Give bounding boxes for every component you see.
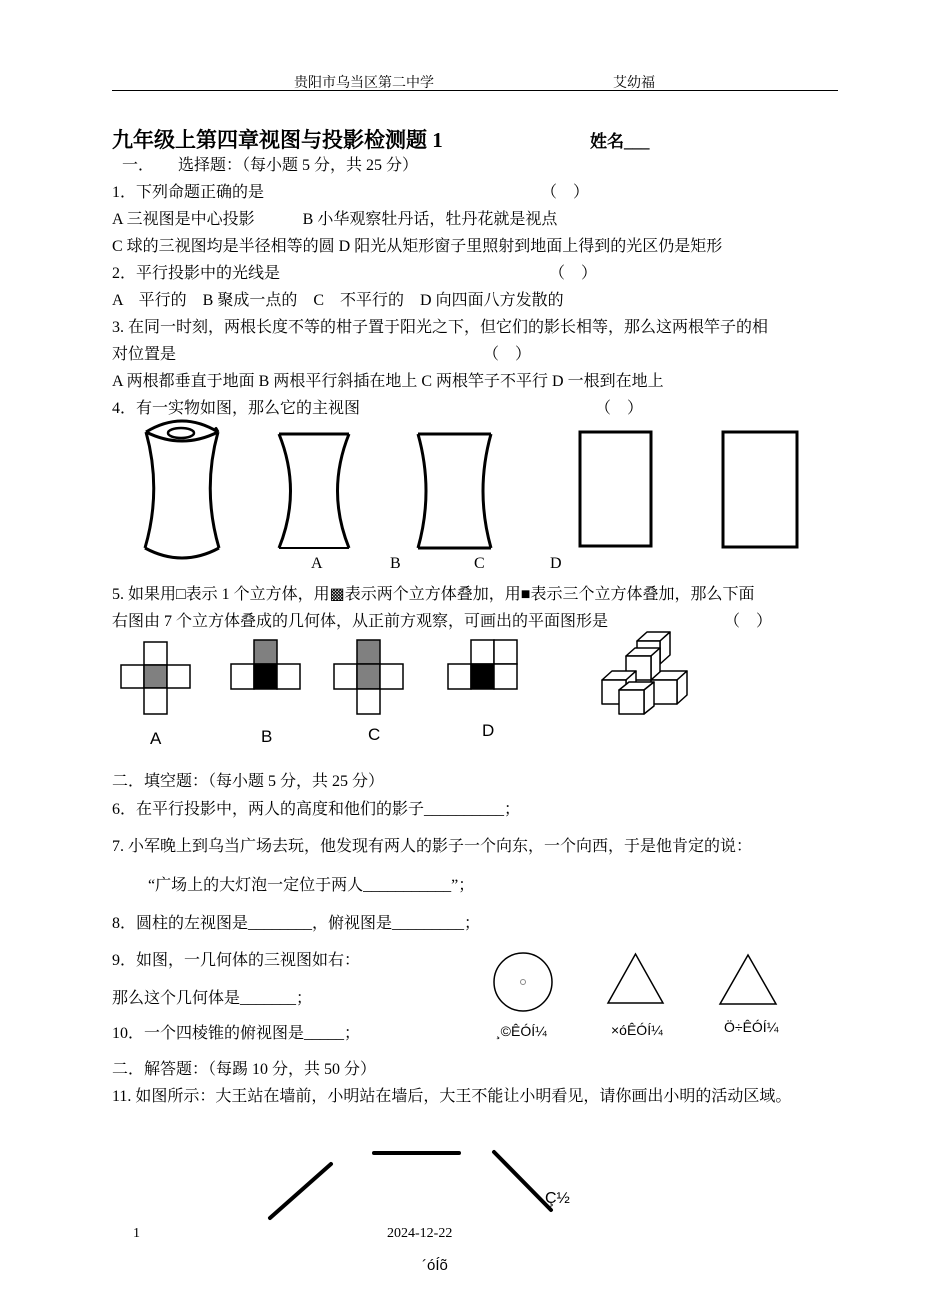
q3-stem-line2: 对位置是 xyxy=(112,346,177,363)
footer-page-number: 1 xyxy=(133,1226,140,1241)
q5-stem-line2: 右图由 7 个立方体叠成的几何体，从正前方观察，可画出的平面图形是 xyxy=(112,613,609,630)
page-title: 九年级上第四章视图与投影检测题 1 xyxy=(112,128,443,152)
section-2-heading: 二．填空题：（每小题 5 分，共 25 分） xyxy=(112,773,385,790)
q11-person-label: ´óÍõ xyxy=(422,1257,448,1274)
q2-answer-bracket: （ ） xyxy=(549,265,598,282)
q6-text: 6．在平行投影中，两人的高度和他们的影子__________； xyxy=(112,801,521,818)
q5-label-a: A xyxy=(150,729,162,748)
q1-options-ab: A 三视图是中心投影 B 小华观察牡丹话，牡丹花就是视点 xyxy=(112,211,558,228)
q11-right-wall-line xyxy=(494,1152,551,1210)
header-school: 贵阳市乌当区第二中学 xyxy=(294,76,434,91)
q4-label-a: A xyxy=(311,555,323,572)
q2-options: A 平行的 B 聚成一点的 C 不平行的 D 向四面八方发散的 xyxy=(112,292,564,309)
q4-answer-bracket: （ ） xyxy=(595,400,644,417)
q5-answer-bracket: （ ） xyxy=(724,613,773,630)
q9-left-view-label: ×óÊÓÍ¼ xyxy=(611,1022,663,1038)
q4-stem: 4．有一实物如图，那么它的主视图 xyxy=(112,400,361,417)
q4-label-d: D xyxy=(550,555,562,572)
q5-stem-line1: 5. 如果用□表示 1 个立方体，用▩表示两个立方体叠加，用■表示三个立方体叠加，那么下面 xyxy=(112,586,755,603)
name-field-label: 姓名___ xyxy=(590,132,650,151)
q3-options: A 两根都垂直于地面 B 两根平行斜插在地上 C 两根竿子不平行 D 一根到在地上 xyxy=(112,373,664,390)
q9-front-view-label: Ö÷ÊÓÍ¼ xyxy=(724,1019,779,1035)
q4-label-b: B xyxy=(390,555,401,572)
q7-line2: “广场上的大灯泡一定位于两人___________”； xyxy=(148,877,475,894)
q2-stem: 2．平行投影中的光线是 xyxy=(112,265,281,282)
section-3-heading: 二．解答题：（每踢 10 分，共 50 分） xyxy=(112,1061,377,1078)
q3-stem-line1: 3. 在同一时刻，两根长度不等的柑子置于阳光之下，但它们的影长相等，那么这两根竿子的相 xyxy=(112,319,769,336)
q1-options-cd: C 球的三视图均是半径相等的圆 D 阳光从矩形窗子里照射到地面上得到的光区仍是矩形 xyxy=(112,238,723,255)
q9-top-view-label: ¸©ÊÓÍ¼ xyxy=(496,1023,547,1039)
q11-left-wall-line xyxy=(270,1164,331,1218)
q10-text: 10．一个四棱锥的俯视图是_____； xyxy=(112,1025,361,1042)
q4-label-c: C xyxy=(474,555,485,572)
q11-wall-label: Ç½ xyxy=(545,1190,570,1207)
q5-label-d: D xyxy=(482,721,495,740)
q8-text: 8．圆柱的左视图是________，俯视图是_________； xyxy=(112,915,481,932)
q9-line2: 那么这个几何体是_______； xyxy=(112,990,313,1007)
q9-line1: 9．如图，一几何体的三视图如右： xyxy=(112,952,361,969)
q1-stem: 1．下列命题正确的是 xyxy=(112,184,265,201)
q1-answer-bracket: （ ） xyxy=(541,184,590,201)
q7-line1: 7. 小军晚上到乌当广场去玩，他发现有两人的影子一个向东，一个向西，于是他肯定的说： xyxy=(112,838,753,855)
header-author: 艾幼福 xyxy=(613,76,655,91)
q5-label-c: C xyxy=(368,725,381,744)
q11-text: 11. 如图所示：大王站在墙前，小明站在墙后，大王不能让小明看见，请你画出小明的活动区域。 xyxy=(112,1088,792,1105)
section-1-heading: 一． 选择题：（每小题 5 分，共 25 分） xyxy=(122,157,419,174)
q5-label-b: B xyxy=(261,727,273,746)
footer-date: 2024-12-22 xyxy=(387,1226,453,1241)
q3-answer-bracket: （ ） xyxy=(483,346,532,363)
